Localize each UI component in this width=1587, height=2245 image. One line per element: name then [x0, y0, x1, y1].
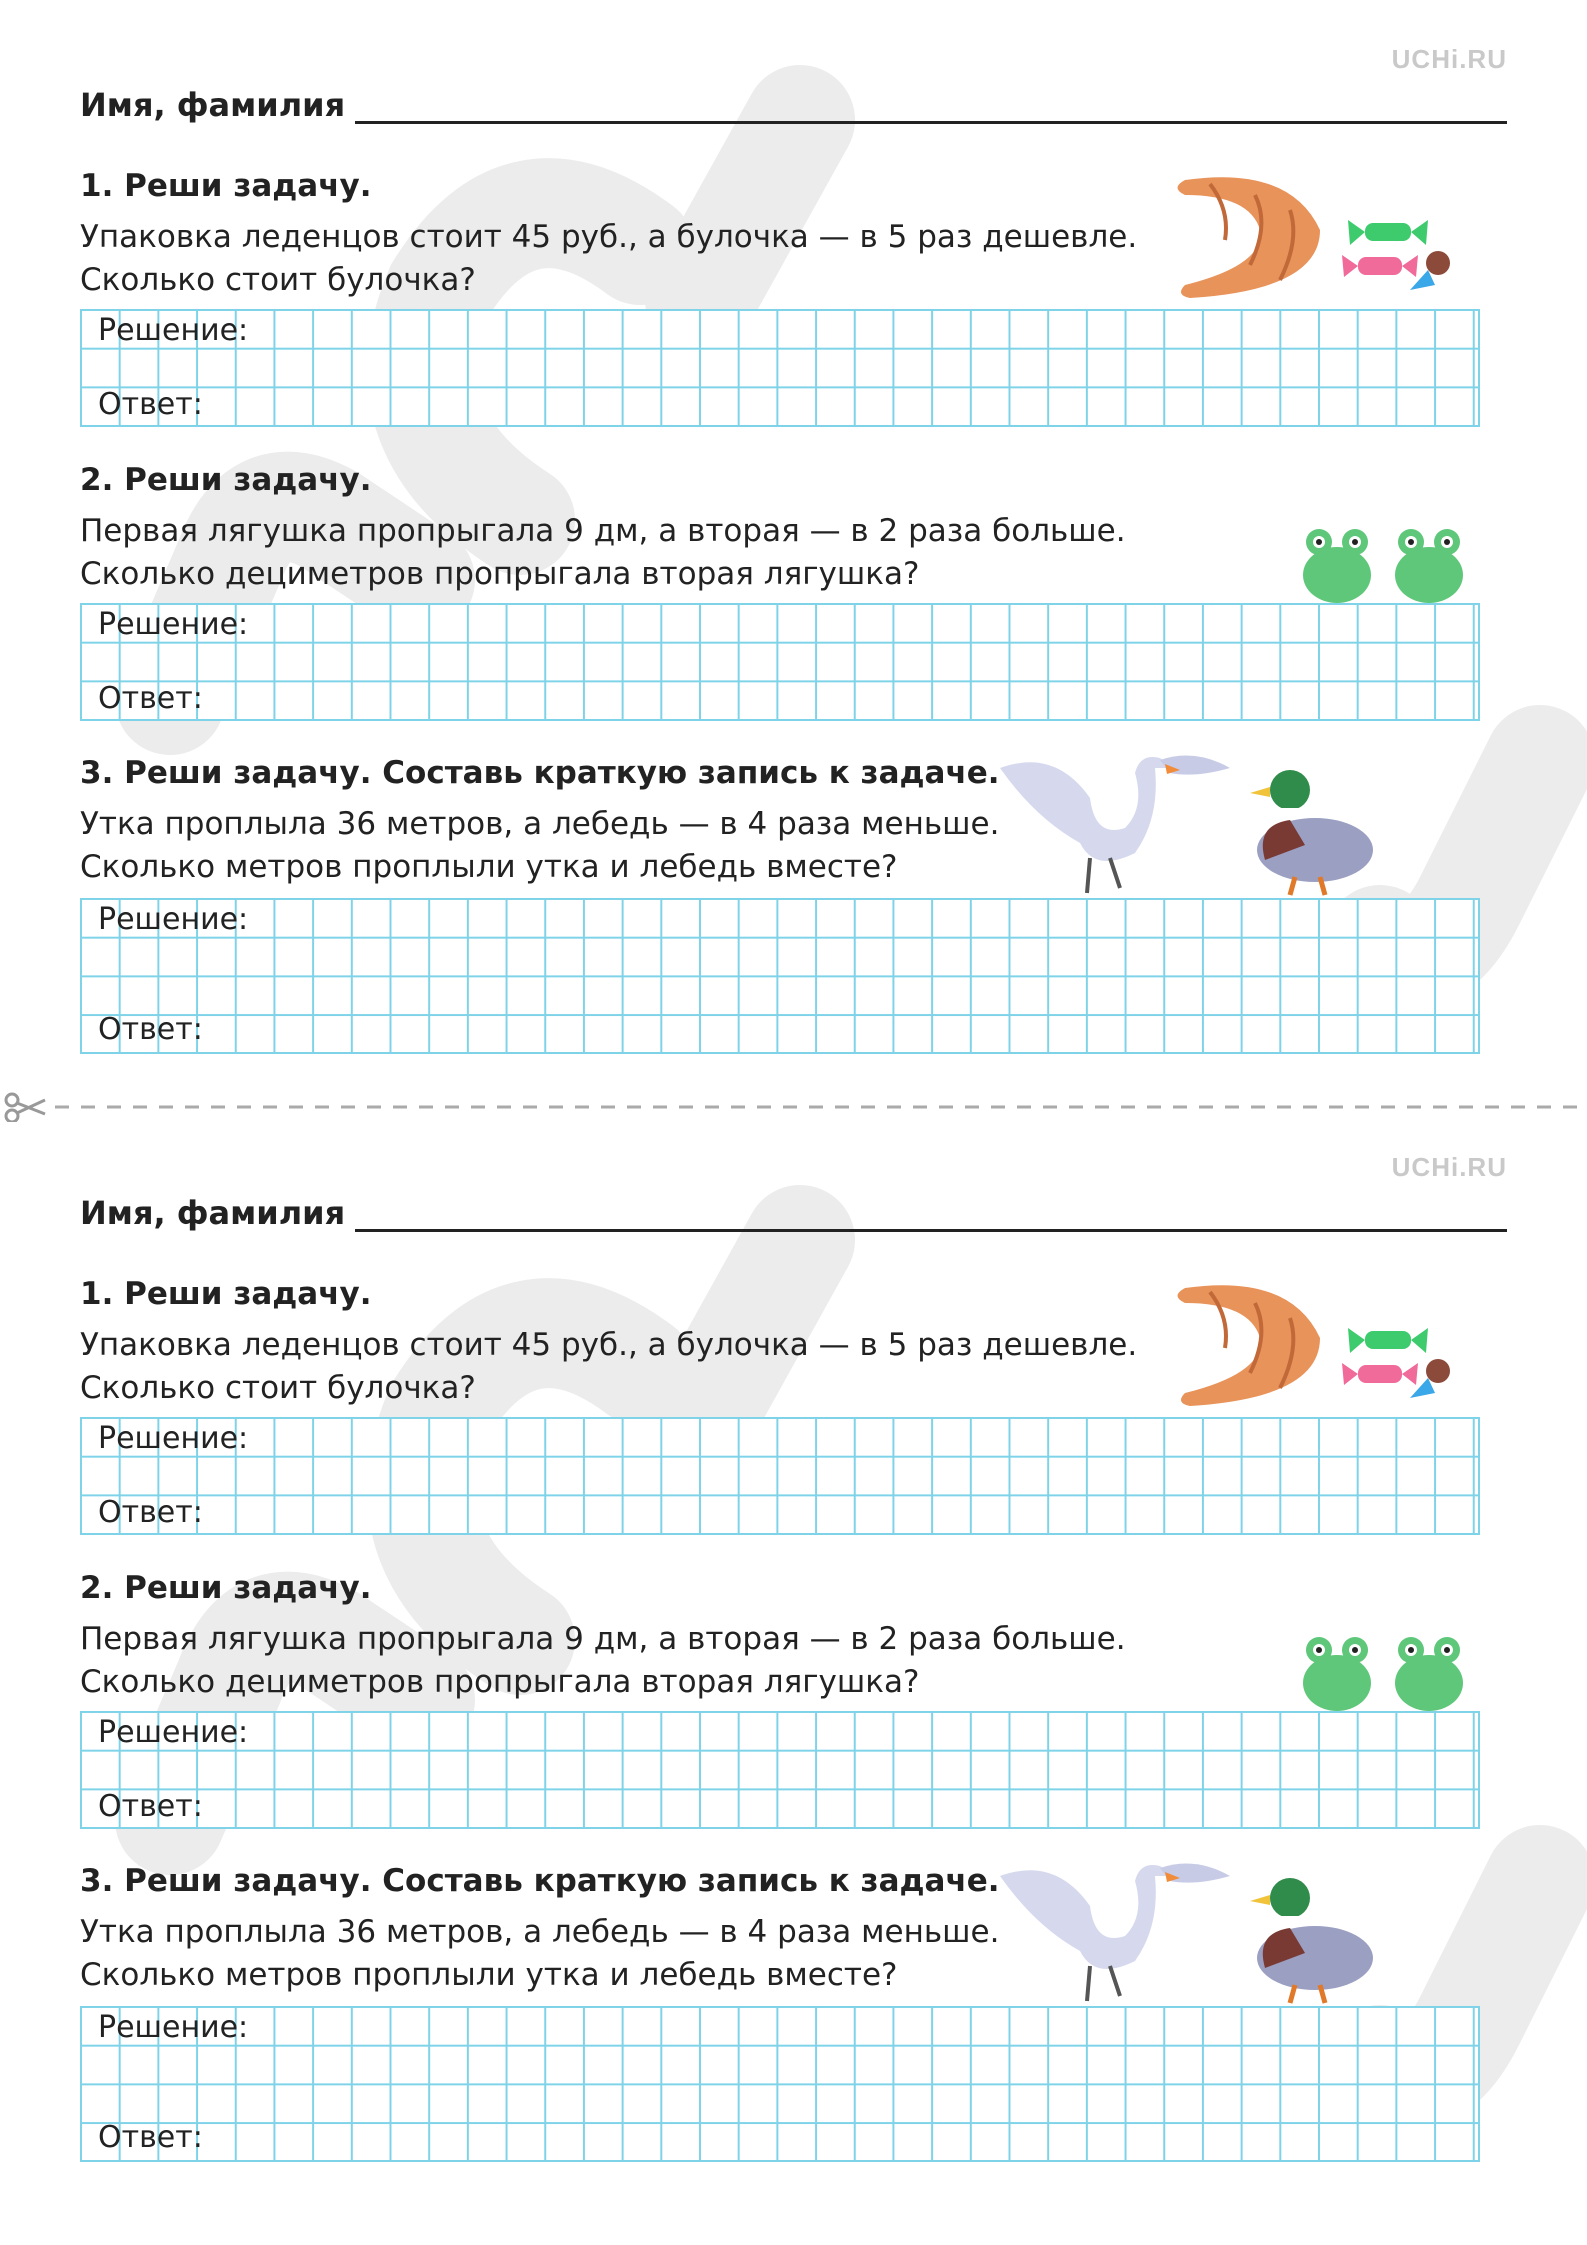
task-text-line: Сколько стоит булочка? — [80, 1370, 476, 1406]
candies-icon — [1340, 215, 1460, 300]
solution-label: Решение: — [98, 1715, 249, 1750]
uchi-logo: UCHi.RU — [1391, 44, 1507, 74]
task-text-line: Упаковка леденцов стоит 45 руб., а булочка — в 5 раз дешевле. — [80, 219, 1138, 255]
task-text-line: Утка проплыла 36 метров, а лебедь — в 4 раза меньше. — [80, 806, 1000, 842]
task-text-line: Сколько стоит булочка? — [80, 262, 476, 298]
solution-label: Решение: — [98, 902, 249, 937]
task-text — [80, 1324, 1137, 1410]
name-field[interactable] — [355, 1199, 1507, 1232]
solution-label: Решение: — [98, 2010, 249, 2045]
task-text — [80, 1618, 1126, 1704]
answer-label: Ответ: — [98, 387, 203, 422]
name-row — [80, 84, 1507, 124]
task-text-line: Сколько метров проплыли утка и лебедь вместе? — [80, 1957, 898, 1993]
worksheet-bottom — [0, 1108, 1587, 2218]
cut-line — [0, 1092, 1587, 1122]
task-text-line: Сколько дециметров пропрыгала вторая лягушка? — [80, 1664, 920, 1700]
candies-icon — [1340, 1323, 1460, 1408]
swan-icon — [995, 748, 1235, 898]
answer-grid[interactable] — [80, 2006, 1480, 2162]
task-title: 1. Реши задачу. — [80, 168, 372, 204]
task-title: 3. Реши задачу. Составь краткую запись к задаче. — [80, 1863, 1000, 1899]
task-2 — [80, 1570, 1480, 1830]
task-text — [80, 803, 999, 889]
task-text-line: Сколько дециметров пропрыгала вторая лягушка? — [80, 556, 920, 592]
task-text-line: Первая лягушка пропрыгала 9 дм, а вторая — в 2 раза больше. — [80, 513, 1126, 549]
name-label: Имя, фамилия — [80, 1194, 346, 1232]
solution-label: Решение: — [98, 607, 249, 642]
task-text-line: Первая лягушка пропрыгала 9 дм, а вторая — в 2 раза больше. — [80, 1621, 1126, 1657]
task-text-line: Сколько метров проплыли утка и лебедь вместе? — [80, 849, 898, 885]
task-text — [80, 216, 1137, 302]
solution-label: Решение: — [98, 313, 249, 348]
uchi-logo: UCHi.RU — [1391, 1152, 1507, 1182]
answer-grid[interactable] — [80, 1417, 1480, 1535]
answer-grid[interactable] — [80, 898, 1480, 1054]
task-text-line: Утка проплыла 36 метров, а лебедь — в 4 раза меньше. — [80, 1914, 1000, 1950]
duck-icon — [1245, 1873, 1385, 2008]
task-title: 1. Реши задачу. — [80, 1276, 372, 1312]
answer-grid[interactable] — [80, 1711, 1480, 1829]
task-title: 2. Реши задачу. — [80, 1570, 372, 1606]
name-field[interactable] — [355, 91, 1507, 124]
task-text — [80, 1911, 999, 1997]
swan-icon — [995, 1856, 1235, 2006]
duck-icon — [1245, 765, 1385, 900]
worksheet-top — [0, 0, 1587, 1110]
task-title: 3. Реши задачу. Составь краткую запись к задаче. — [80, 755, 1000, 791]
answer-label: Ответ: — [98, 1495, 203, 1530]
name-label: Имя, фамилия — [80, 86, 346, 124]
frog-icon — [1295, 1628, 1475, 1713]
task-title: 2. Реши задачу. — [80, 462, 372, 498]
answer-grid[interactable] — [80, 603, 1480, 721]
scissors-icon — [6, 1094, 45, 1122]
task-text-line: Упаковка леденцов стоит 45 руб., а булочка — в 5 раз дешевле. — [80, 1327, 1138, 1363]
task-2 — [80, 462, 1480, 722]
answer-label: Ответ: — [98, 1012, 203, 1047]
answer-label: Ответ: — [98, 1789, 203, 1824]
frog-icon — [1295, 520, 1475, 605]
croissant-icon — [1170, 170, 1330, 305]
answer-grid[interactable] — [80, 309, 1480, 427]
croissant-icon — [1170, 1278, 1330, 1413]
task-text — [80, 510, 1126, 596]
answer-label: Ответ: — [98, 2120, 203, 2155]
solution-label: Решение: — [98, 1421, 249, 1456]
answer-label: Ответ: — [98, 681, 203, 716]
name-row — [80, 1192, 1507, 1232]
